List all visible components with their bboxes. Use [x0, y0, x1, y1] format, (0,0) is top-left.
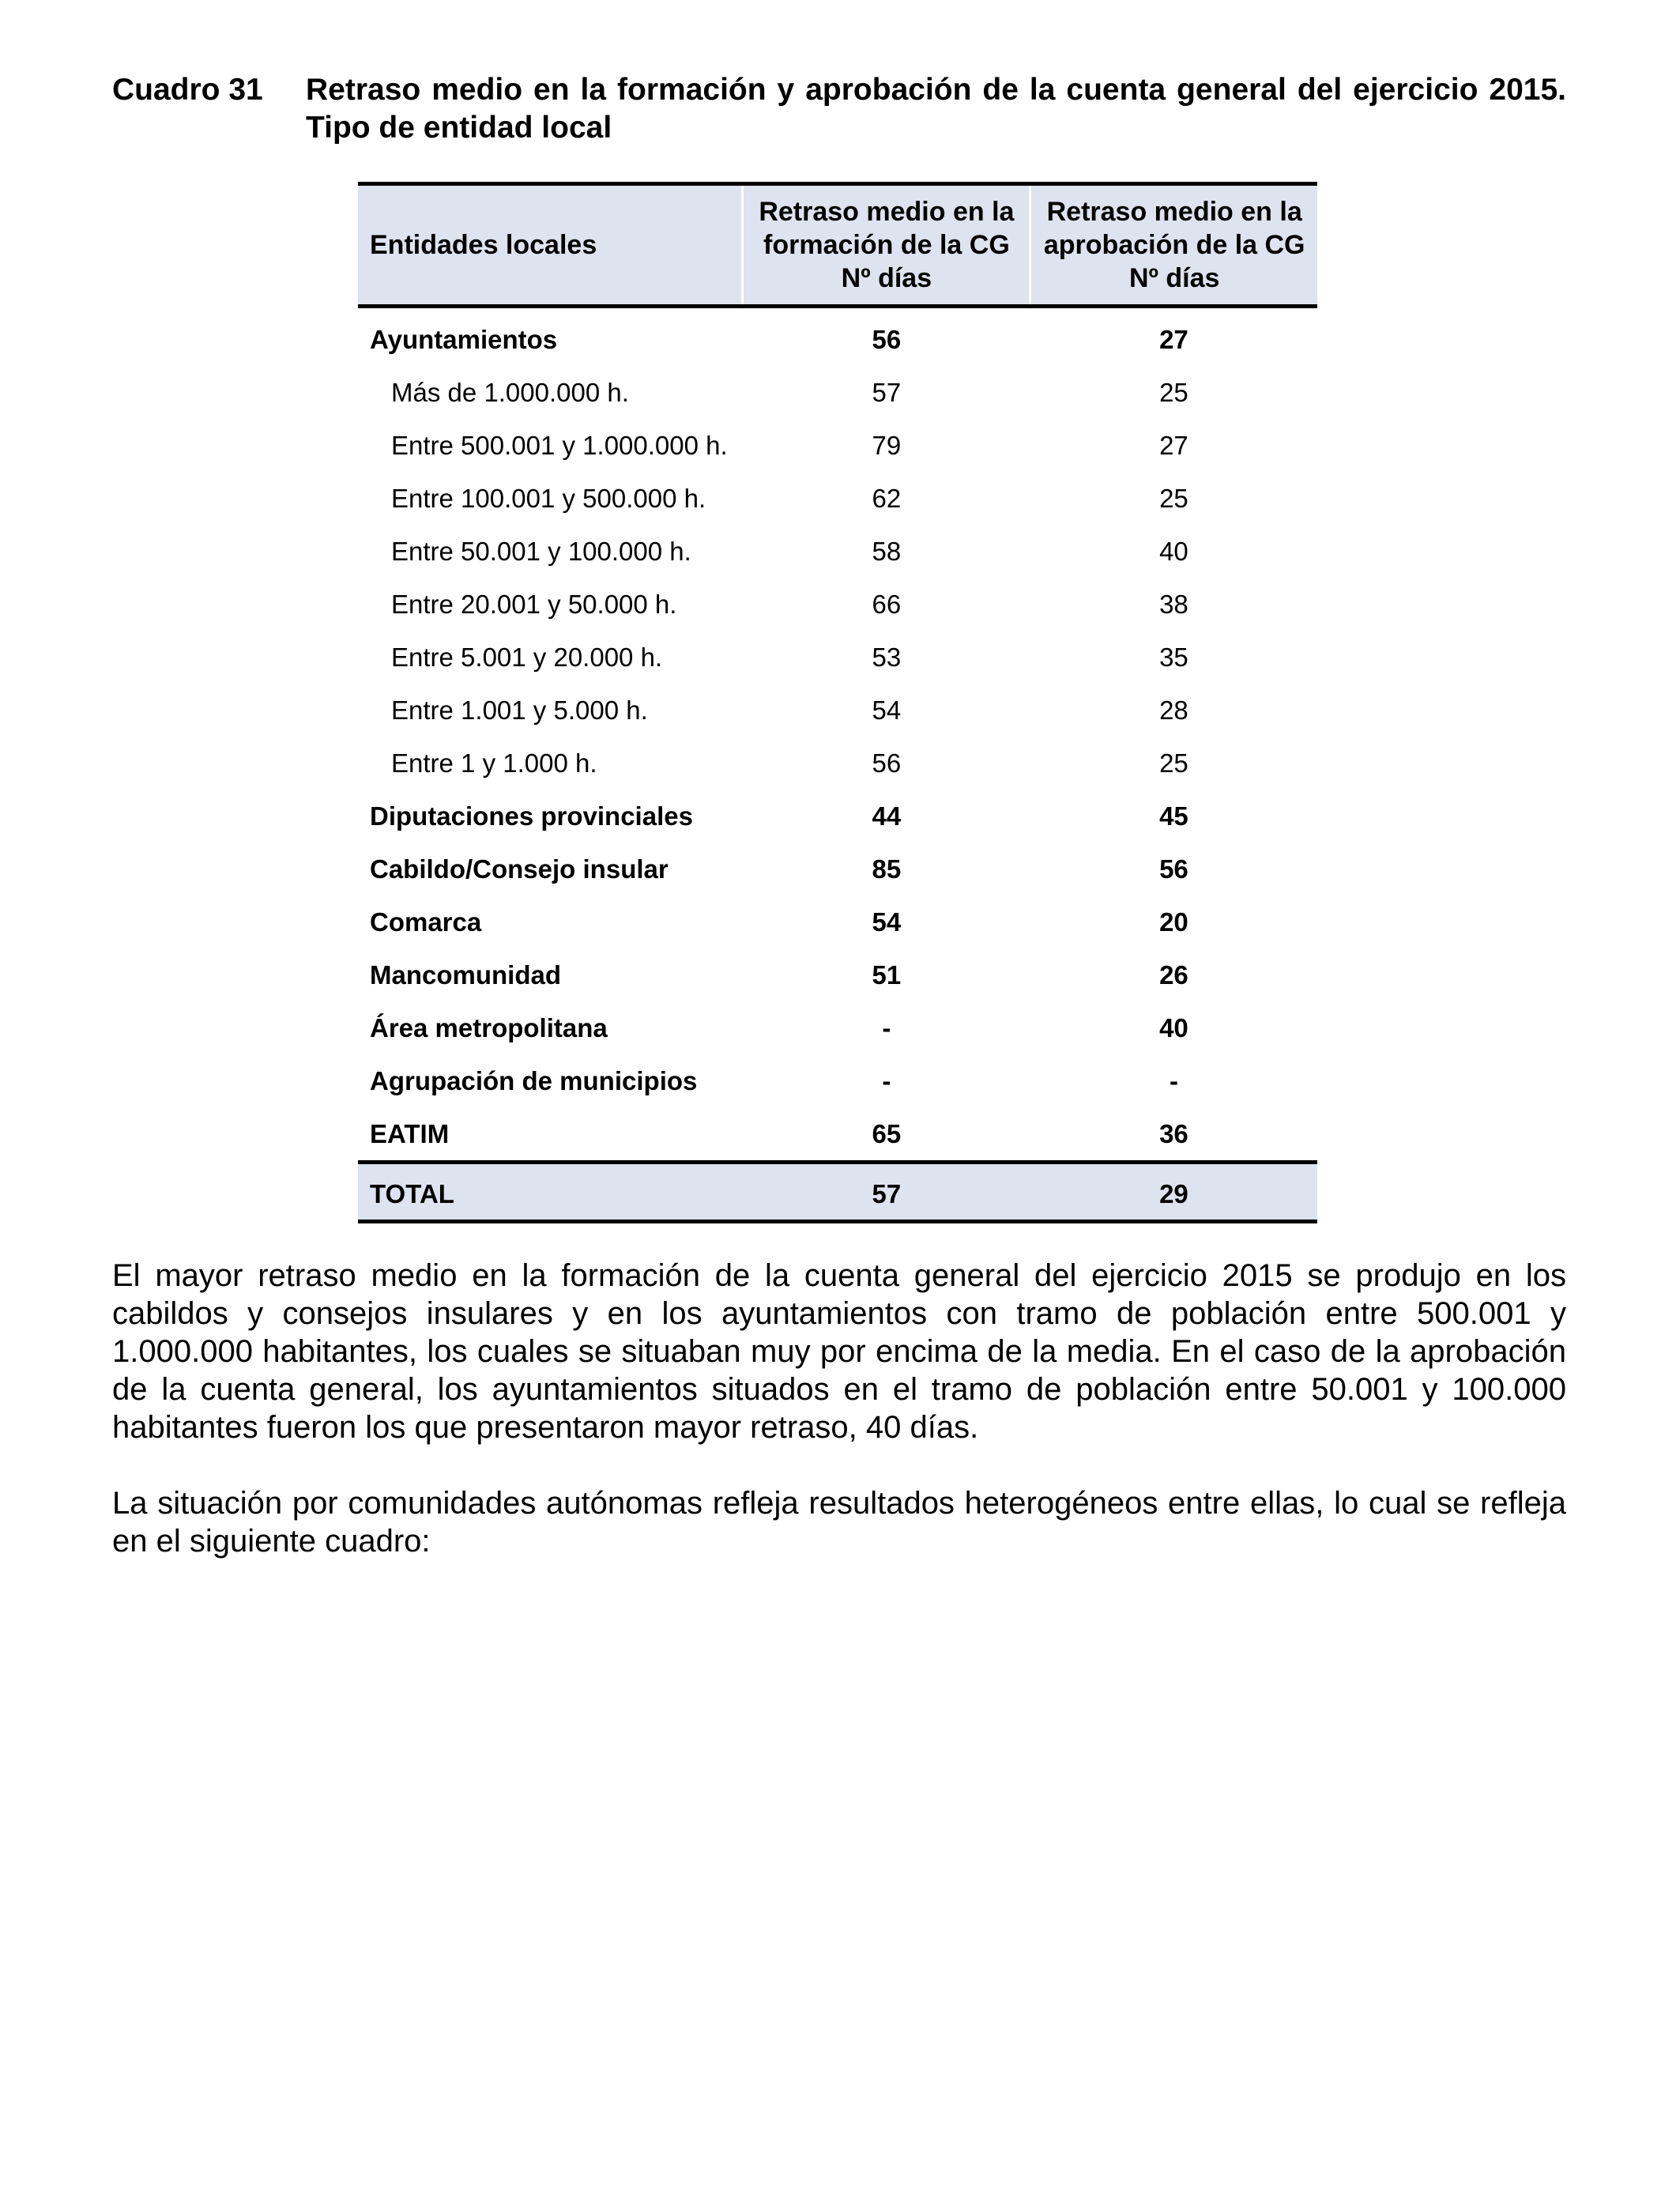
- header-formation-line: formación de la CG: [763, 230, 1010, 260]
- row-approval-value: 27: [1159, 324, 1188, 354]
- row-formation-value: 54: [872, 907, 902, 937]
- row-label: Cabildo/Consejo insular: [370, 854, 669, 884]
- row-approval-value: 25: [1159, 748, 1188, 778]
- table-row: [358, 1001, 1317, 1054]
- data-table-container: [358, 182, 1317, 1223]
- row-formation-value: 62: [872, 483, 902, 513]
- row-approval-value: 28: [1159, 695, 1188, 725]
- row-formation-value: 66: [872, 589, 902, 619]
- caption-title: Retraso medio en la formación y aprobación de la cuenta general del ejercicio 2015. Tipo de entidad local: [306, 73, 1566, 145]
- table-row: [358, 419, 1317, 472]
- table-row: [358, 1054, 1317, 1107]
- row-formation-value: 79: [872, 430, 902, 460]
- row-approval-value: 40: [1159, 536, 1188, 566]
- row-approval-value: 40: [1159, 1012, 1188, 1042]
- row-formation-value: 56: [872, 324, 902, 354]
- row-label: Entre 50.001 y 100.000 h.: [391, 536, 691, 566]
- table-row: [358, 366, 1317, 419]
- table-header-row: [358, 184, 1317, 307]
- row-label: Ayuntamientos: [370, 324, 558, 354]
- row-label: Mancomunidad: [370, 959, 562, 990]
- paragraph: La situación por comunidades autónomas refleja resultados heterogéneos entre ellas, lo cual se refleja en el siguiente cuadro:: [112, 1486, 1566, 1559]
- row-approval-value: 56: [1159, 854, 1188, 884]
- header-approval-line: Retraso medio en la: [1046, 197, 1302, 227]
- total-formation: 57: [743, 1163, 1030, 1222]
- table-row: [358, 790, 1317, 843]
- row-label: EATIM: [370, 1118, 450, 1148]
- row-approval-value: -: [1169, 1065, 1178, 1095]
- row-label: Entre 100.001 y 500.000 h.: [391, 483, 706, 513]
- row-label: Agrupación de municipios: [370, 1065, 698, 1095]
- header-approval-line: aprobación de la CG: [1043, 230, 1305, 260]
- table-row: [358, 307, 1317, 367]
- row-approval-value: 45: [1159, 801, 1188, 831]
- row-formation-value: 58: [872, 536, 902, 566]
- row-approval-value: 26: [1159, 959, 1188, 990]
- data-table: [358, 182, 1317, 1223]
- row-approval-value: 20: [1159, 907, 1188, 937]
- row-formation-value: 44: [872, 801, 902, 831]
- table-caption: [112, 71, 1566, 147]
- row-approval-value: 35: [1159, 642, 1188, 672]
- row-label: Entre 1 y 1.000 h.: [391, 748, 597, 778]
- header-formation-line: Retraso medio en la: [759, 197, 1015, 227]
- row-formation-value: 85: [872, 854, 902, 884]
- table-body: [358, 307, 1317, 1163]
- row-label: Comarca: [370, 907, 482, 937]
- table-row: [358, 737, 1317, 790]
- table-row: [358, 948, 1317, 1001]
- table-row: [358, 578, 1317, 631]
- table-row: [358, 472, 1317, 525]
- total-approval: 29: [1030, 1163, 1317, 1222]
- row-label: Entre 5.001 y 20.000 h.: [391, 642, 663, 672]
- row-label: Más de 1.000.000 h.: [391, 377, 629, 407]
- header-approval: [1030, 184, 1317, 307]
- row-formation-value: 57: [872, 377, 902, 407]
- row-approval-value: 27: [1159, 430, 1188, 460]
- body-text: [112, 1257, 1566, 1598]
- row-label: Diputaciones provinciales: [370, 801, 693, 831]
- row-approval-value: 25: [1159, 377, 1188, 407]
- table-row: [358, 684, 1317, 737]
- row-formation-value: 53: [872, 642, 902, 672]
- row-formation-value: 56: [872, 748, 902, 778]
- header-entity: Entidades locales: [358, 184, 743, 307]
- row-formation-value: 51: [872, 959, 902, 990]
- row-label: Entre 500.001 y 1.000.000 h.: [391, 430, 728, 460]
- row-approval-value: 25: [1159, 483, 1188, 513]
- row-approval-value: 38: [1159, 589, 1188, 619]
- table-total-row: [358, 1163, 1317, 1222]
- total-label: TOTAL: [358, 1163, 743, 1222]
- row-formation-value: 54: [872, 695, 902, 725]
- row-formation-value: -: [882, 1012, 891, 1042]
- paragraph: El mayor retraso medio en la formación de la cuenta general del ejercicio 2015 se produjo en los cabildos y consejos insulares y en los ayuntamientos con tramo de población entre 500.001 y 1.000.000 habitantes, los cuales se situaban muy por encima de la media. En el caso de la aprobación de la cuenta general, los ayuntamientos situados en el tramo de población entre 50.001 y 100.000 habitantes fueron los que presentaron mayor retraso, 40 días.: [112, 1258, 1566, 1445]
- caption-label: Cuadro 31: [112, 73, 263, 107]
- header-approval-line: Nº días: [1128, 263, 1220, 293]
- row-formation-value: -: [882, 1065, 891, 1095]
- row-approval-value: 36: [1159, 1118, 1188, 1148]
- row-formation-value: 65: [872, 1118, 902, 1148]
- table-row: [358, 631, 1317, 684]
- header-formation-line: Nº días: [841, 263, 932, 293]
- row-label: Área metropolitana: [370, 1012, 608, 1042]
- row-label: Entre 1.001 y 5.000 h.: [391, 695, 648, 725]
- table-row: [358, 843, 1317, 895]
- table-row: [358, 525, 1317, 578]
- header-formation: [743, 184, 1030, 307]
- row-label: Entre 20.001 y 50.000 h.: [391, 589, 677, 619]
- table-row: [358, 1107, 1317, 1163]
- table-row: [358, 895, 1317, 948]
